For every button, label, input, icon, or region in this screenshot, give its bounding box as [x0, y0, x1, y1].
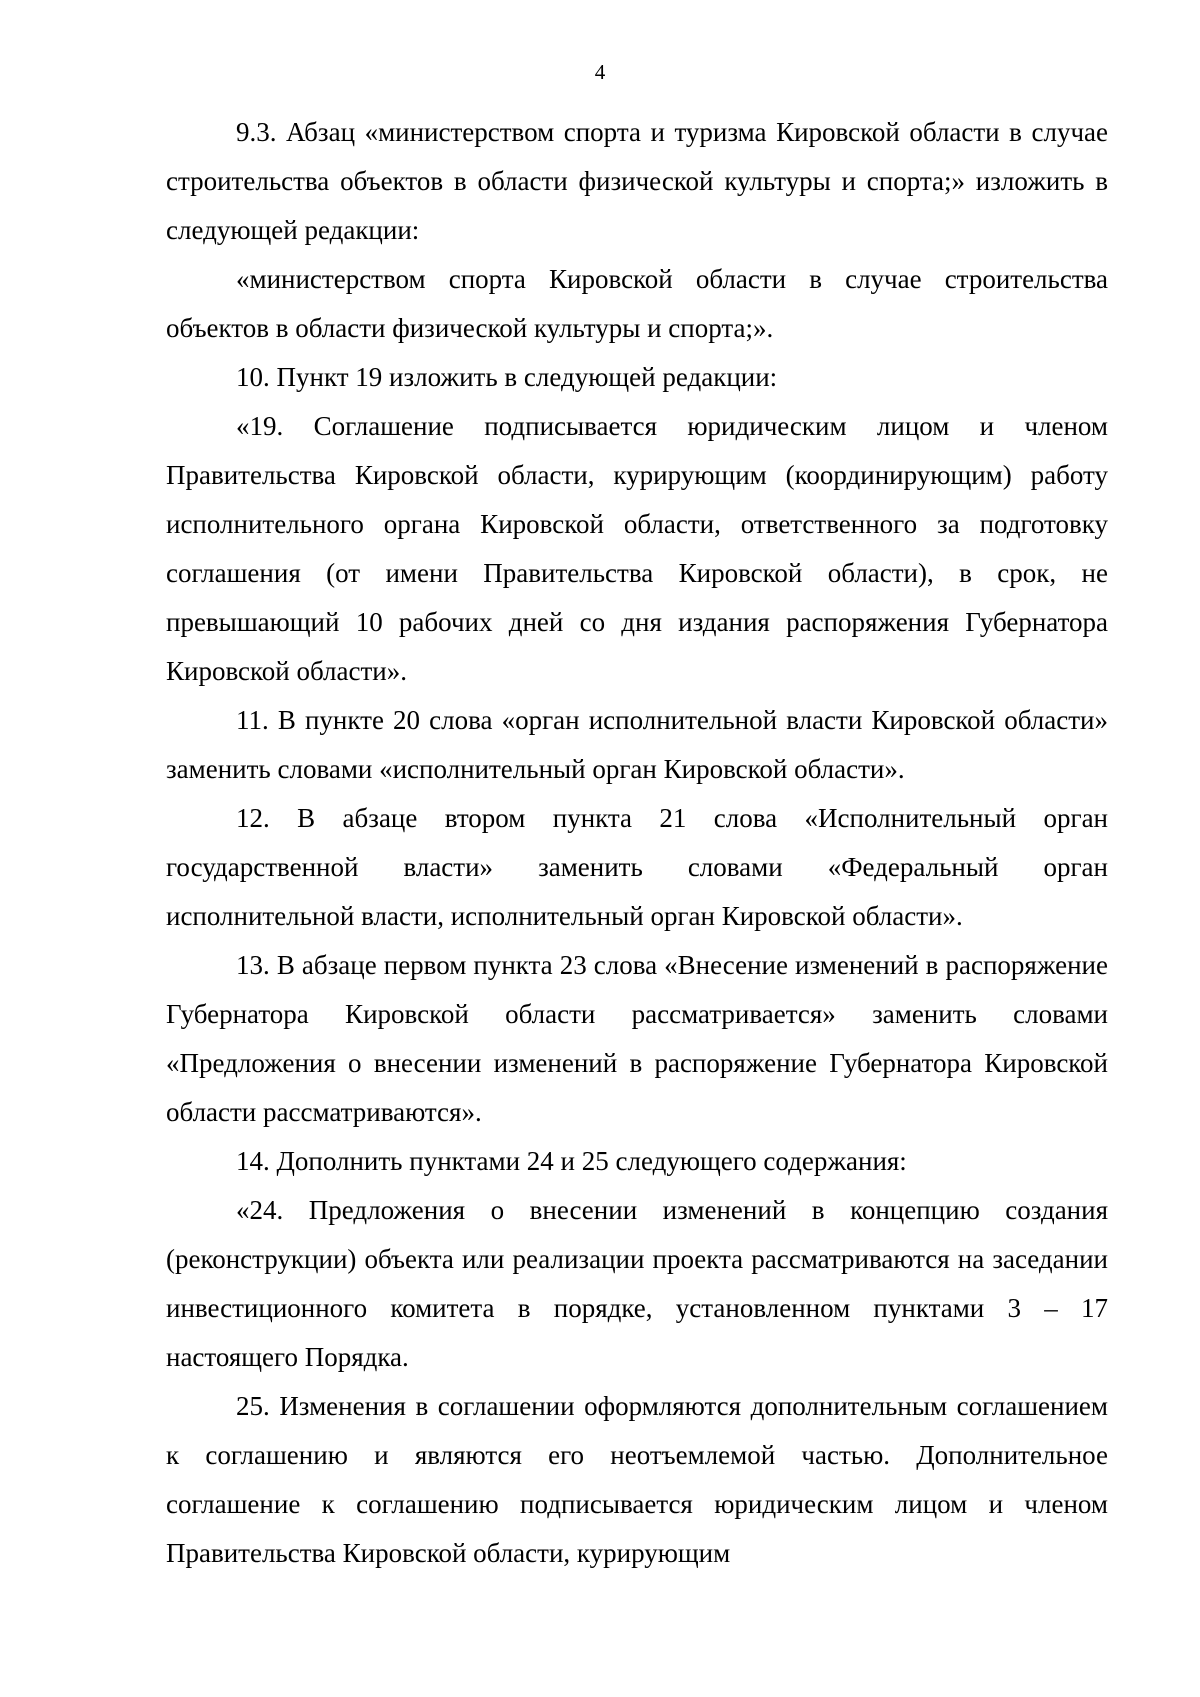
paragraph-9-3-new-wording: «министерством спорта Кировской области в случае строительства объектов в области физической культуры и спорта;».	[166, 264, 1108, 343]
paragraph-12: 12. В абзаце втором пункта 21 слова «Исполнительный орган государственной власти» заменить словами «Федеральный орган исполнительной власти, исполнительный орган Кировской области».	[166, 803, 1108, 931]
paragraph-14: 14. Дополнить пунктами 24 и 25 следующего содержания:	[236, 1146, 907, 1176]
paragraph-25-new: 25. Изменения в соглашении оформляются дополнительным соглашением к соглашению и являются его неотъемлемой частью. Дополнительное соглашение к соглашению подписывается юридическим лицом и членом Правительства Кировской области, курирующим	[166, 1391, 1108, 1568]
document-body	[166, 108, 1108, 1578]
paragraph-24-new: «24. Предложения о внесении изменений в концепцию создания (реконструкции) объекта или реализации проекта рассматриваются на заседании инвестиционного комитета в порядке, установленном пунктами 3 – 17 настоящего Порядка.	[166, 1195, 1108, 1372]
paragraph-10: 10. Пункт 19 изложить в следующей редакции:	[236, 362, 778, 392]
paragraph-13: 13. В абзаце первом пункта 23 слова «Внесение изменений в распоряжение Губернатора Кировской области рассматривается» заменить словами «Предложения о внесении изменений в распоряжение Губернатора Кировской области рассматриваются».	[166, 950, 1108, 1127]
paragraph-11: 11. В пункте 20 слова «орган исполнительной власти Кировской области» заменить словами «исполнительный орган Кировской области».	[166, 705, 1108, 784]
page-number: 4	[594, 60, 606, 84]
paragraph-19-new-wording: «19. Соглашение подписывается юридическим лицом и членом Правительства Кировской области, курирующим (координирующим) работу исполнительного органа Кировской области, ответственного за подготовку соглашения (от имени Правительства Кировской области), в срок, не превышающий 10 рабочих дней со дня издания распоряжения Губернатора Кировской области».	[166, 411, 1108, 686]
paragraph-9-3: 9.3. Абзац «министерством спорта и туризма Кировской области в случае строительства объектов в области физической культуры и спорта;» изложить в следующей редакции:	[166, 117, 1108, 245]
